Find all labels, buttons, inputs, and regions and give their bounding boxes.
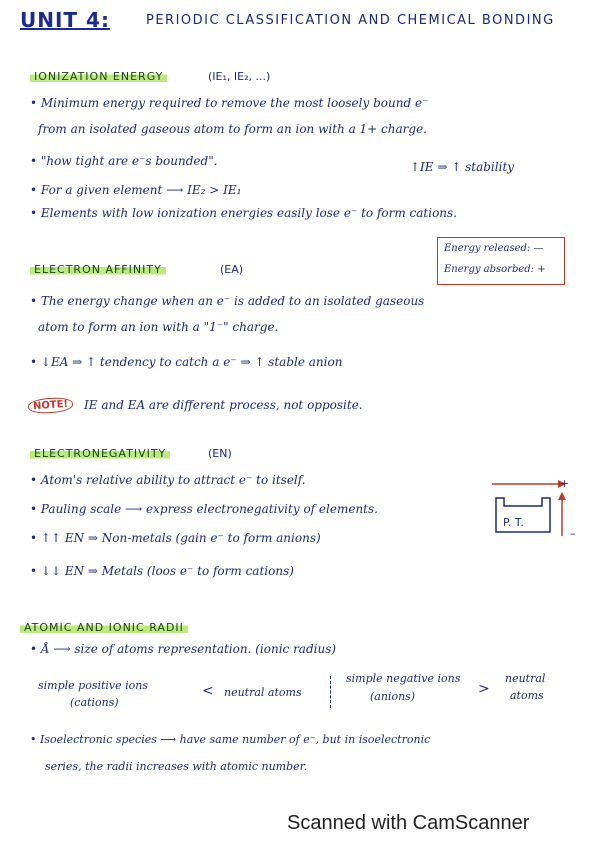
trend-plus-label: +: [560, 477, 570, 490]
radii-isoelectronic-line1: • Isoelectronic species ⟶ have same number of e⁻, but in isoelectronic: [30, 733, 431, 746]
radii-bullet-1: • Å ⟶ size of atoms representation. (ionic radius): [30, 642, 337, 656]
electronegativity-bullet-4: • ↓↓ EN ⇒ Metals (loos e⁻ to form cations): [30, 564, 294, 578]
section-heading-radii: ATOMIC AND IONIC RADII: [20, 620, 188, 635]
trend-arrowhead-up: [558, 492, 566, 500]
radii-neutral-label: neutral: [505, 672, 546, 685]
ionization-def-line2: from an isolated gaseous atom to form an ion with a 1+ charge.: [38, 122, 427, 136]
affinity-abbr: (EA): [220, 263, 244, 276]
energy-absorbed: Energy absorbed: +: [444, 264, 546, 275]
radii-isoelectronic-line2: series, the radii increases with atomic number.: [45, 760, 308, 773]
trend-minus-label: –: [570, 527, 576, 540]
section-heading-electronegativity: ELECTRONEGATIVITY: [30, 446, 170, 461]
affinity-def-line1: • The energy change when an e⁻ is added to an isolated gaseous: [30, 294, 425, 308]
ionization-bullet-4: • Elements with low ionization energies easily lose e⁻ to form cations.: [30, 206, 458, 220]
radii-neutral-atoms: neutral atoms: [224, 686, 302, 699]
radii-less-than: <: [202, 683, 214, 699]
affinity-note: IE and EA are different process, not opposite.: [84, 398, 363, 412]
radii-divider: [330, 676, 331, 708]
ionization-bullet-3: • For a given element ⟶ IE₂ > IE₁: [30, 183, 242, 197]
unit-title: UNIT 4:: [20, 8, 110, 32]
electronegativity-bullet-2: • Pauling scale ⟶ express electronegativity of elements.: [30, 502, 378, 516]
radii-positive-ions: simple positive ions: [38, 679, 149, 692]
radii-cations: (cations): [70, 696, 119, 709]
radii-greater-than: >: [478, 681, 490, 697]
affinity-bullet-2: • ↓EA ⇒ ↑ tendency to catch a e⁻ ⇒ ↑ stable anion: [30, 355, 343, 369]
energy-sign-box: [437, 237, 565, 285]
radii-anions: (anions): [370, 690, 416, 703]
electronegativity-bullet-1: • Atom's relative ability to attract e⁻ to itself.: [30, 473, 306, 487]
section-heading-ionization: IONIZATION ENERGY: [30, 69, 167, 84]
page-title: PERIODIC CLASSIFICATION AND CHEMICAL BONDING: [146, 13, 555, 28]
electronegativity-abbr: (EN): [208, 447, 232, 460]
affinity-def-line2: atom to form an ion with a "1⁻" charge.: [38, 320, 279, 334]
note-badge: NOTE!: [28, 396, 74, 414]
electronegativity-bullet-3: • ↑↑ EN ⇒ Non-metals (gain e⁻ to form anions): [30, 531, 321, 545]
radii-atoms-label: atoms: [510, 689, 544, 702]
section-heading-affinity: ELECTRON AFFINITY: [30, 262, 166, 277]
radii-negative-ions: simple negative ions: [346, 672, 461, 685]
scanner-watermark: Scanned with CamScanner: [287, 812, 530, 834]
ionization-stability: ↑IE ⇒ ↑ stability: [410, 160, 515, 174]
periodic-table-label: P. T.: [503, 516, 524, 529]
ionization-bullet-2: • "how tight are e⁻s bounded".: [30, 154, 218, 168]
ionization-def-line1: • Minimum energy required to remove the most loosely bound e⁻: [30, 96, 429, 110]
ionization-abbr: (IE₁, IE₂, ...): [208, 70, 271, 83]
energy-released: Energy released: —: [444, 243, 544, 254]
